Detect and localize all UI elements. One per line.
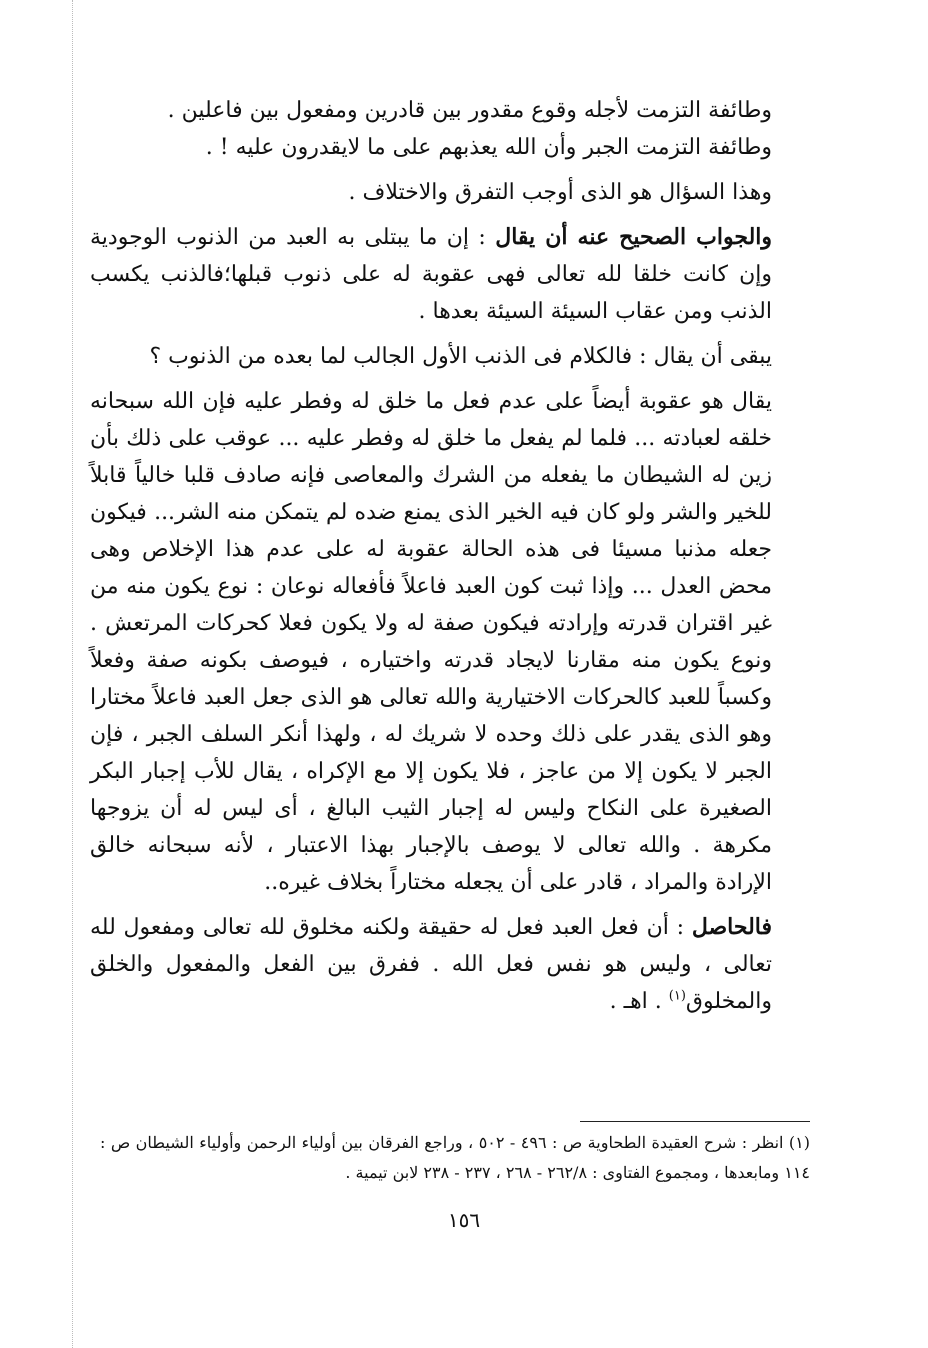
paragraph-1-line-1: وطائفة التزمت لأجله وقوع مقدور بين قادرين ومفعول بين فاعلين . bbox=[167, 98, 772, 123]
footnote-ref: (١) bbox=[668, 988, 686, 1004]
paragraph-6-lead: فالحاصل bbox=[691, 914, 772, 940]
paragraph-6-tail: . اهـ . bbox=[609, 989, 662, 1014]
paragraph-1-line-2: وطائفة التزمت الجبر وأن الله يعذبهم على ما لايقدرون عليه ! . bbox=[205, 135, 772, 160]
paragraph-3-text: : إن ما يبتلى به العبد من الذنوب الوجودية وإن كانت خلقا لله تعالى فهى عقوبة له على ذنوب قبلها؛فالذنب يكسب الذنب ومن عقاب السيئة السيئة بعدها . bbox=[90, 225, 772, 324]
paragraph-3 bbox=[90, 219, 810, 330]
paragraph-4: يبقى أن يقال : فالكلام فى الذنب الأول الجالب لما بعده من الذنوب ؟ bbox=[149, 344, 772, 369]
paragraph-5: يقال هو عقوبة أيضاً على عدم فعل ما خلق له وفطر عليه فإن الله سبحانه خلقه لعبادته ... فلما لم يفعل ما خلق له وفطر عليه ... عوقب على ذلك بأن زين له الشيطان ما يفعله من الشرك والمعاصى فإنه صادف قلبا خالياً قابلاً للخير والشر ولو كان فيه الخير الذى يمنع ضده لم يتمكن منه الشر... فيكون جعله مذنبا مسيئا فى هذه الحالة عقوبة له على عدم هذا الإخلاص وهى محض العدل ... وإذا ثبت كون العبد فاعلاً فأفعاله نوعان : نوع يكون منه من غير اقتران قدرته وإرادته فيكون صفة له ولا يكون فعلا كحركات المرتعش . ونوع يكون منه مقارنا لايجاد قدرته واختياره ، فيوصف بكونه صفة وفعلاً وكسباً للعبد كالحركات الاختيارية والله تعالى هو الذى جعل العبد فاعلاً مختارا وهو الذى يقدر على ذلك وحده لا شريك له ، ولهذا أنكر السلف الجبر ، فإن الجبر لا يكون إلا من عاجز ، فلا يكون إلا مع الإكراه ، يقال للأب إجبار البكر الصغيرة على النكاح وليس له إجبار الثيب البالغ ، أى ليس له أن يزوجها مكرهة . والله تعالى لا يوصف بالإجبار بهذا الاعتبار ، لأنه سبحانه خالق الإرادة والمراد ، قادر على أن يجعله مختاراً بخلاف غيره.. bbox=[90, 389, 772, 895]
footnotes bbox=[100, 1128, 810, 1188]
paragraph-3-lead: والجواب الصحيح عنه أن يقال bbox=[495, 224, 773, 250]
paragraph-2: وهذا السؤال هو الذى أوجب التفرق والاختلاف . bbox=[348, 180, 772, 205]
footnote-separator bbox=[580, 1121, 810, 1122]
paragraph-6-text: : أن فعل العبد فعل له حقيقة ولكنه مخلوق لله تعالى ومفعول لله تعالى ، وليس هو نفس فعل الله . ففرق بين الفعل والمفعول والخلق والمخلوق bbox=[90, 915, 772, 1014]
scan-edge-marks bbox=[72, 0, 73, 1348]
footnote-1: (١) انظر : شرح العقيدة الطحاوية ص : ٤٩٦ - ٥٠٢ ، وراجع الفرقان بين أولياء الرحمن وأولياء الشيطان ص : ١١٤ ومابعدها ، ومجموع الفتاوى : ٢٦٢/٨ - ٢٦٨ ، ٢٣٧ - ٢٣٨ لابن تيمية . bbox=[100, 1133, 811, 1182]
main-text bbox=[90, 92, 810, 1020]
paragraph-6 bbox=[90, 909, 810, 1020]
page-number: ١٥٦ bbox=[447, 1208, 481, 1232]
